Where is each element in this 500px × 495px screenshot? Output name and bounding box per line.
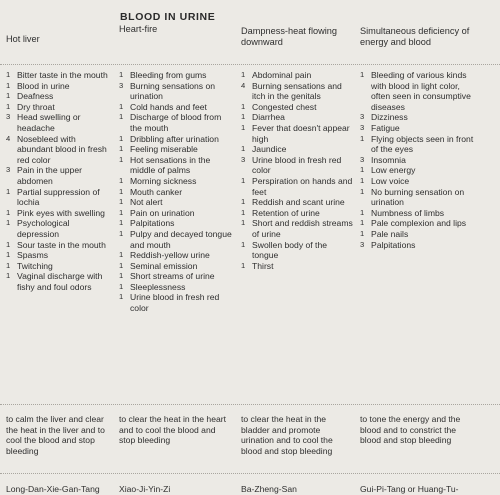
symptom-weight: 1 xyxy=(6,218,11,228)
symptom-item xyxy=(119,102,232,113)
column-hot-liver xyxy=(6,0,110,495)
symptom-weight: 1 xyxy=(360,207,365,217)
symptom-weight: 1 xyxy=(6,186,11,196)
symptom-text: Twitching xyxy=(17,260,53,271)
symptom-item xyxy=(6,218,110,239)
symptom-text: Head swelling or headache xyxy=(17,112,81,133)
symptom-weight: 1 xyxy=(119,292,124,302)
symptom-weight: 1 xyxy=(119,250,124,260)
symptom-item xyxy=(6,102,110,113)
column-title: Simultaneous deficiency of energy and blood xyxy=(360,26,470,47)
symptom-weight: 1 xyxy=(119,260,124,270)
symptom-weight: 1 xyxy=(241,122,246,132)
symptom-text: Insomnia xyxy=(371,154,406,165)
symptom-text: Sour taste in the mouth xyxy=(17,239,106,250)
symptom-text: Short and reddish streams of urine xyxy=(252,218,353,239)
symptom-weight: 1 xyxy=(119,197,124,207)
treatment-principle: to calm the liver and clear the heat in the liver and to cool the blood and stop bleeding xyxy=(6,414,105,456)
symptom-weight: 1 xyxy=(241,70,246,79)
symptom-text: Abdominal pain xyxy=(252,70,312,80)
symptom-text: Palpitations xyxy=(130,218,175,229)
symptom-item xyxy=(119,176,232,187)
symptom-text: Nosebleed with abundant blood in fresh red color xyxy=(17,133,107,165)
symptom-text: Not alert xyxy=(130,197,163,208)
symptom-text: Burning sensations and itch in the genitals xyxy=(252,80,342,102)
symptom-weight: 1 xyxy=(119,218,124,228)
symptom-weight: 3 xyxy=(241,154,246,164)
symptom-text: Pale nails xyxy=(371,228,409,239)
symptom-weight: 1 xyxy=(119,133,124,143)
symptom-text: Perspiration on hands and feet xyxy=(252,175,353,197)
treatment-principle: to clear the heat in the heart and to cool the blood and stop bleeding xyxy=(119,414,227,446)
symptom-item xyxy=(6,81,110,92)
symptom-item xyxy=(119,187,232,198)
symptom-item xyxy=(6,271,110,292)
symptom-item xyxy=(119,218,232,229)
treatment-principle: to clear the heat in the bladder and promote urination and to cool the blood and stop bleeding xyxy=(241,414,333,456)
symptom-text: Urine blood in fresh red color xyxy=(130,292,220,314)
symptom-item xyxy=(6,250,110,261)
symptom-text: Hot sensations in the middle of palms xyxy=(130,154,211,176)
symptom-weight: 1 xyxy=(119,186,124,196)
symptom-weight: 1 xyxy=(119,271,124,281)
symptom-text: No burning sensation on urination xyxy=(371,186,465,208)
symptom-text: Pain on urination xyxy=(130,207,195,218)
symptom-weight: 3 xyxy=(360,154,365,164)
symptom-weight: 1 xyxy=(119,175,124,185)
symptom-weight: 1 xyxy=(119,154,124,164)
symptom-item xyxy=(241,81,353,102)
symptom-weight: 1 xyxy=(119,281,124,291)
symptom-item xyxy=(6,112,110,133)
symptom-weight: 1 xyxy=(360,186,365,196)
symptom-item xyxy=(360,229,475,240)
symptom-text: Retention of urine xyxy=(252,207,320,218)
symptom-item xyxy=(119,282,232,293)
symptom-text: Seminal emission xyxy=(130,260,198,271)
formula-name: Gui-Pi-Tang or Huang-Tu- xyxy=(360,484,459,494)
symptom-item xyxy=(241,208,353,219)
column-title: Heart-fire xyxy=(119,24,158,34)
symptom-weight: 1 xyxy=(6,207,11,217)
symptom-weight: 4 xyxy=(6,133,11,143)
symptom-text: Morning sickness xyxy=(130,175,197,186)
symptom-weight: 1 xyxy=(119,70,124,79)
symptom-text: Burning sensations on urination xyxy=(130,80,216,102)
symptom-weight: 1 xyxy=(360,228,365,238)
symptom-item xyxy=(119,81,232,102)
symptom-text: Bleeding of various kinds with blood in light color, often seen in consumptive diseases xyxy=(371,70,471,112)
symptom-item xyxy=(241,155,353,176)
symptom-text: Sleeplessness xyxy=(130,281,186,292)
symptom-text: Spasms xyxy=(17,250,49,261)
symptom-text: Bitter taste in the mouth xyxy=(17,70,108,80)
symptom-text: Bleeding from gums xyxy=(130,70,207,80)
symptom-text: Deafness xyxy=(17,91,54,102)
symptom-text: Jaundice xyxy=(252,144,287,155)
symptom-weight: 3 xyxy=(119,80,124,90)
symptom-text: Swollen body of the tongue xyxy=(252,239,328,261)
symptom-item xyxy=(360,155,475,166)
symptom-item xyxy=(119,112,232,133)
symptom-item xyxy=(119,208,232,219)
symptom-text: Pale complexion and lips xyxy=(371,218,467,229)
symptom-item xyxy=(119,197,232,208)
column-title: Dampness-heat flowing downward xyxy=(241,26,338,47)
section-title: BLOOD IN URINE xyxy=(120,11,216,23)
symptom-weight: 3 xyxy=(6,165,11,175)
symptom-item xyxy=(360,123,475,134)
symptom-weight: 3 xyxy=(360,122,365,132)
symptom-weight: 1 xyxy=(6,80,11,90)
formula-name: Xiao-Ji-Yin-Zi xyxy=(119,484,171,494)
symptom-item xyxy=(6,240,110,251)
symptom-item xyxy=(119,134,232,145)
symptom-text: Pulpy and decayed tongue and mouth xyxy=(130,228,232,250)
symptom-text: Urine blood in fresh red color xyxy=(252,154,342,176)
symptom-item xyxy=(360,134,475,155)
symptom-item xyxy=(119,70,232,81)
symptom-weight: 1 xyxy=(360,165,365,175)
symptom-item xyxy=(6,70,110,81)
column-heart-fire xyxy=(119,0,232,495)
symptom-weight: 1 xyxy=(241,218,246,228)
symptom-text: Dribbling after urination xyxy=(130,133,219,144)
symptom-weight: 3 xyxy=(360,112,365,122)
symptom-item xyxy=(6,208,110,219)
symptom-weight: 1 xyxy=(241,144,246,154)
symptom-list xyxy=(241,70,353,271)
symptom-text: Short streams of urine xyxy=(130,271,215,282)
symptom-item xyxy=(360,208,475,219)
column-title: Hot liver xyxy=(6,34,40,44)
symptom-item xyxy=(6,187,110,208)
symptom-text: Feeling miserable xyxy=(130,144,198,155)
symptom-item xyxy=(119,292,232,313)
treatment-principle: to tone the energy and the blood and to constrict the blood and stop bleeding xyxy=(360,414,461,446)
symptom-text: Low voice xyxy=(371,175,410,186)
symptom-item xyxy=(119,271,232,282)
symptom-text: Dry throat xyxy=(17,101,55,112)
symptom-item xyxy=(241,261,353,272)
symptom-text: Psychological depression xyxy=(17,218,70,239)
symptom-weight: 1 xyxy=(241,207,246,217)
symptom-list xyxy=(119,70,232,314)
symptom-text: Reddish-yellow urine xyxy=(130,250,210,261)
symptom-item xyxy=(241,70,353,81)
symptom-item xyxy=(119,144,232,155)
symptom-text: Thirst xyxy=(252,260,274,271)
symptom-weight: 4 xyxy=(241,80,246,90)
symptom-item xyxy=(6,134,110,166)
symptom-text: Fever that doesn't appear high xyxy=(252,122,350,144)
symptom-text: Reddish and scant urine xyxy=(252,197,345,208)
symptom-weight: 1 xyxy=(241,260,246,270)
symptom-text: Low energy xyxy=(371,165,416,176)
symptom-list xyxy=(6,70,110,292)
symptom-item xyxy=(119,261,232,272)
symptom-item xyxy=(360,112,475,123)
symptom-text: Cold hands and feet xyxy=(130,101,207,112)
symptom-weight: 1 xyxy=(360,218,365,228)
symptom-text: Diarrhea xyxy=(252,112,285,123)
symptom-item xyxy=(360,187,475,208)
symptom-weight: 1 xyxy=(119,228,124,238)
symptom-text: Flying objects seen in front of the eyes xyxy=(371,133,474,155)
symptom-item xyxy=(241,218,353,239)
symptom-text: Blood in urine xyxy=(17,80,70,91)
symptom-item xyxy=(119,155,232,176)
symptom-text: Congested chest xyxy=(252,101,317,112)
symptom-weight: 3 xyxy=(360,239,365,249)
symptom-item xyxy=(241,176,353,197)
symptom-weight: 1 xyxy=(360,133,365,143)
symptom-text: Partial suppression of lochia xyxy=(17,186,100,208)
symptom-item xyxy=(360,176,475,187)
symptom-item xyxy=(360,165,475,176)
symptom-weight: 1 xyxy=(241,239,246,249)
symptom-weight: 1 xyxy=(241,101,246,111)
symptom-item xyxy=(6,165,110,186)
symptom-weight: 1 xyxy=(6,271,11,281)
symptom-text: Palpitations xyxy=(371,239,416,250)
symptom-weight: 1 xyxy=(241,197,246,207)
symptom-text: Vaginal discharge with fishy and foul odors xyxy=(17,271,103,292)
symptom-weight: 1 xyxy=(241,112,246,122)
symptom-list xyxy=(360,70,475,250)
symptom-weight: 1 xyxy=(119,207,124,217)
symptom-text: Fatigue xyxy=(371,122,400,133)
formula-name: Ba-Zheng-San xyxy=(241,484,297,494)
symptom-item xyxy=(360,240,475,251)
symptom-item xyxy=(241,144,353,155)
symptom-weight: 1 xyxy=(6,239,11,249)
column-dampness-heat xyxy=(241,0,353,495)
symptom-text: Numbness of limbs xyxy=(371,207,445,218)
symptom-weight: 1 xyxy=(241,175,246,185)
symptom-weight: 1 xyxy=(6,91,11,101)
symptom-item xyxy=(241,240,353,261)
symptom-text: Pink eyes with swelling xyxy=(17,207,105,218)
symptom-weight: 1 xyxy=(6,101,11,111)
symptom-weight: 1 xyxy=(119,112,124,122)
symptom-weight: 1 xyxy=(6,250,11,260)
symptom-item xyxy=(119,250,232,261)
symptom-weight: 1 xyxy=(119,144,124,154)
symptom-item xyxy=(6,261,110,272)
symptom-text: Pain in the upper abdomen xyxy=(17,165,82,186)
symptom-item xyxy=(360,218,475,229)
symptom-text: Dizziness xyxy=(371,112,408,123)
symptom-item xyxy=(241,123,353,144)
symptom-weight: 1 xyxy=(360,70,365,79)
symptom-weight: 1 xyxy=(6,70,11,79)
symptom-item xyxy=(241,197,353,208)
column-energy-blood-deficiency xyxy=(360,0,475,495)
symptom-weight: 1 xyxy=(360,175,365,185)
symptom-item xyxy=(119,229,232,250)
symptom-item xyxy=(241,102,353,113)
symptom-item xyxy=(241,112,353,123)
symptom-item xyxy=(6,91,110,102)
symptom-weight: 1 xyxy=(6,260,11,270)
symptom-weight: 1 xyxy=(119,101,124,111)
symptom-item xyxy=(360,70,475,112)
symptom-weight: 3 xyxy=(6,112,11,122)
formula-name: Long-Dan-Xie-Gan-Tang xyxy=(6,484,100,494)
symptom-text: Mouth canker xyxy=(130,186,183,197)
symptom-text: Discharge of blood from the mouth xyxy=(130,112,222,133)
